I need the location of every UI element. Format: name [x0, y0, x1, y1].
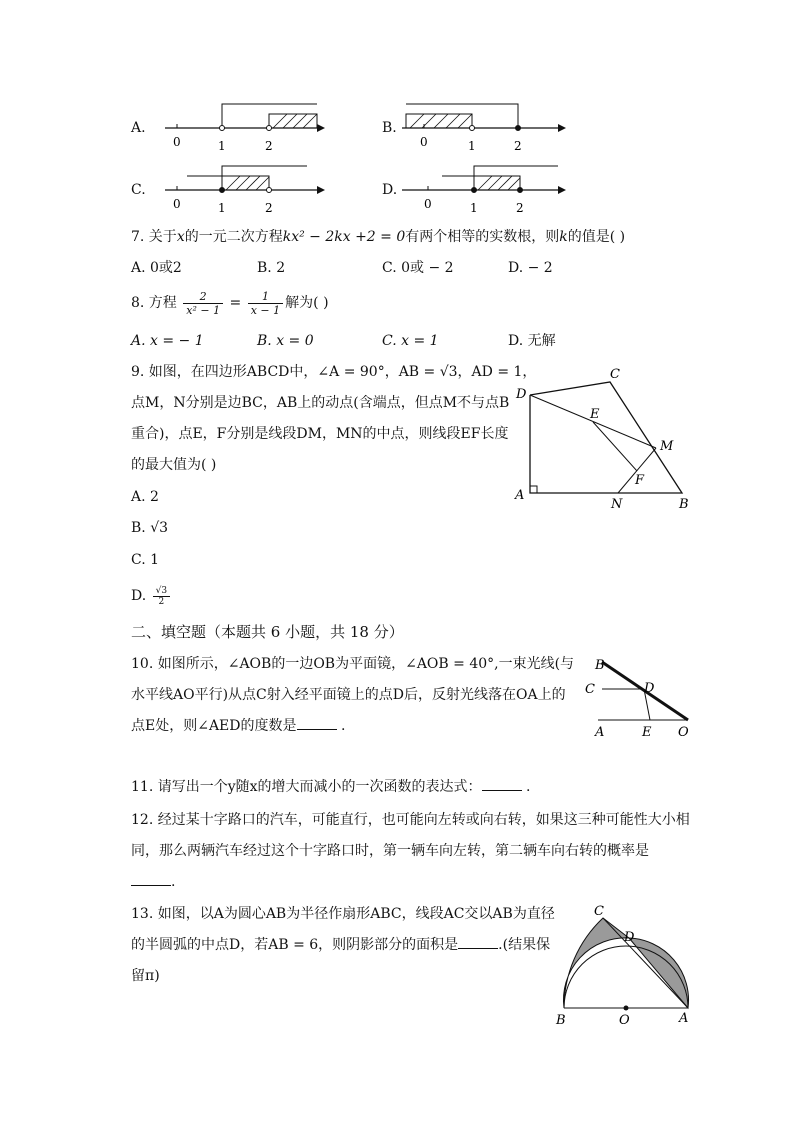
q13-line-3: 留π)	[131, 968, 160, 984]
q13-line-2: 的半圆弧的中点D，若AB = 6，则阴影部分的面积是 .(结果保	[131, 937, 551, 953]
q9-option-c: C. 1	[131, 552, 160, 568]
label-m: M	[660, 439, 674, 454]
q12-line-2: 同，那么两辆汽车经过这个十字路口时，第一辆车向左转，第二辆车向右转的概率是	[131, 843, 649, 859]
svg-text:0: 0	[173, 197, 181, 211]
q9-option-b: B. √3	[131, 520, 169, 536]
q11-stem: 11. 请写出一个y随x的增大而减小的一次函数的表达式： .	[131, 779, 531, 795]
svg-text:1: 1	[470, 201, 478, 215]
label-o: O	[678, 725, 689, 740]
tick-1: 1	[218, 139, 226, 153]
label-e: E	[642, 725, 652, 740]
q6-option-d-label: D.	[382, 182, 398, 198]
label-c: C	[585, 682, 595, 697]
label-a: A	[679, 1011, 689, 1026]
q6-option-b-numberline	[402, 100, 566, 156]
q9-line-3: 重合)，点E，F分别是线段DM，MN的中点，则线段EF长度	[131, 426, 509, 442]
svg-text:0: 0	[424, 197, 432, 211]
q9-line-4: 的最大值为( )	[131, 457, 217, 473]
q9-option-a: A. 2	[131, 489, 159, 505]
label-b: B	[679, 497, 689, 512]
q8-stem: 8. 方程 $\frac{2}{\text{x² − 1}}$ = $\frac{1}{x - 1}$ 解为( )	[131, 289, 329, 317]
q8-option-d: D. 无解	[508, 333, 556, 349]
q13-sector-figure	[548, 902, 700, 1030]
q7-option-d: D. − 2	[508, 260, 553, 276]
q7-option-c: C. 0或 − 2	[382, 260, 454, 276]
label-d: D	[516, 387, 527, 402]
q9-line-1: 9. 如图，在四边形ABCD中，∠A = 90°，AB = √3，AD = 1，	[131, 364, 537, 380]
label-e: E	[590, 407, 600, 422]
label-a: A	[595, 725, 605, 740]
label-o: O	[619, 1013, 630, 1028]
q10-mirror-figure	[582, 652, 694, 740]
q12-line-1: 12. 经过某十字路口的汽车，可能直行，也可能向左转或向右转，如果这三种可能性大小相	[131, 812, 690, 828]
label-a: A	[515, 488, 525, 503]
label-n: N	[611, 497, 623, 512]
q13-line-1: 13. 如图，以A为圆心AB为半径作扇形ABC，线段AC交以AB为直径	[131, 906, 555, 922]
svg-text:2: 2	[265, 201, 273, 215]
q10-line-3: 点E处，则∠AED的度数是 .	[131, 718, 346, 734]
q6-option-c-numberline	[165, 162, 325, 218]
label-c: C	[594, 904, 604, 919]
q8-option-a: A. x = − 1	[131, 333, 204, 349]
q9-option-d: D. $\frac{√3}{2}$	[131, 582, 172, 610]
svg-text:1: 1	[468, 139, 476, 153]
q6-option-a-numberline	[165, 100, 325, 156]
q6-option-a-label: A.	[131, 120, 146, 136]
label-d: D	[644, 681, 655, 696]
svg-text:0: 0	[420, 135, 428, 149]
q6-option-d-numberline	[402, 162, 566, 218]
label-c: C	[610, 367, 620, 382]
label-b: B	[595, 658, 605, 673]
q6-option-c-label: C.	[131, 182, 146, 198]
q9-line-2: 点M，N分别是边BC，AB上的动点(含端点，但点M不与点B	[131, 395, 510, 411]
q10-line-1: 10. 如图所示，∠AOB的一边OB为平面镜，∠AOB = 40°,一束光线(与	[131, 656, 575, 672]
q7-stem: 7. 关于x的一元二次方程kx² − 2kx +2 = 0有两个相等的实数根，则k的值是( )	[131, 229, 626, 245]
q12-line-3: .	[131, 872, 175, 892]
label-d: D	[624, 930, 635, 945]
tick-2: 2	[265, 139, 273, 153]
q10-line-2: 水平线AO平行)从点C射入经平面镜上的点D后，反射光线落在OA上的	[131, 687, 566, 703]
svg-text:2: 2	[516, 201, 524, 215]
q8-option-c: C. x = 1	[382, 333, 439, 349]
q7-option-a: A. 0或2	[131, 260, 182, 276]
q7-option-b: B. 2	[257, 260, 286, 276]
q6-option-b-label: B.	[382, 120, 397, 136]
svg-text:1: 1	[218, 201, 226, 215]
label-b: B	[556, 1013, 566, 1028]
section-heading: 二、填空题（本题共 6 小题，共 18 分）	[131, 623, 404, 641]
q9-quadrilateral-figure	[510, 360, 710, 515]
tick-0: 0	[173, 135, 181, 149]
q8-option-b: B. x = 0	[257, 333, 314, 349]
svg-text:2: 2	[514, 139, 522, 153]
label-f: F	[635, 473, 645, 488]
